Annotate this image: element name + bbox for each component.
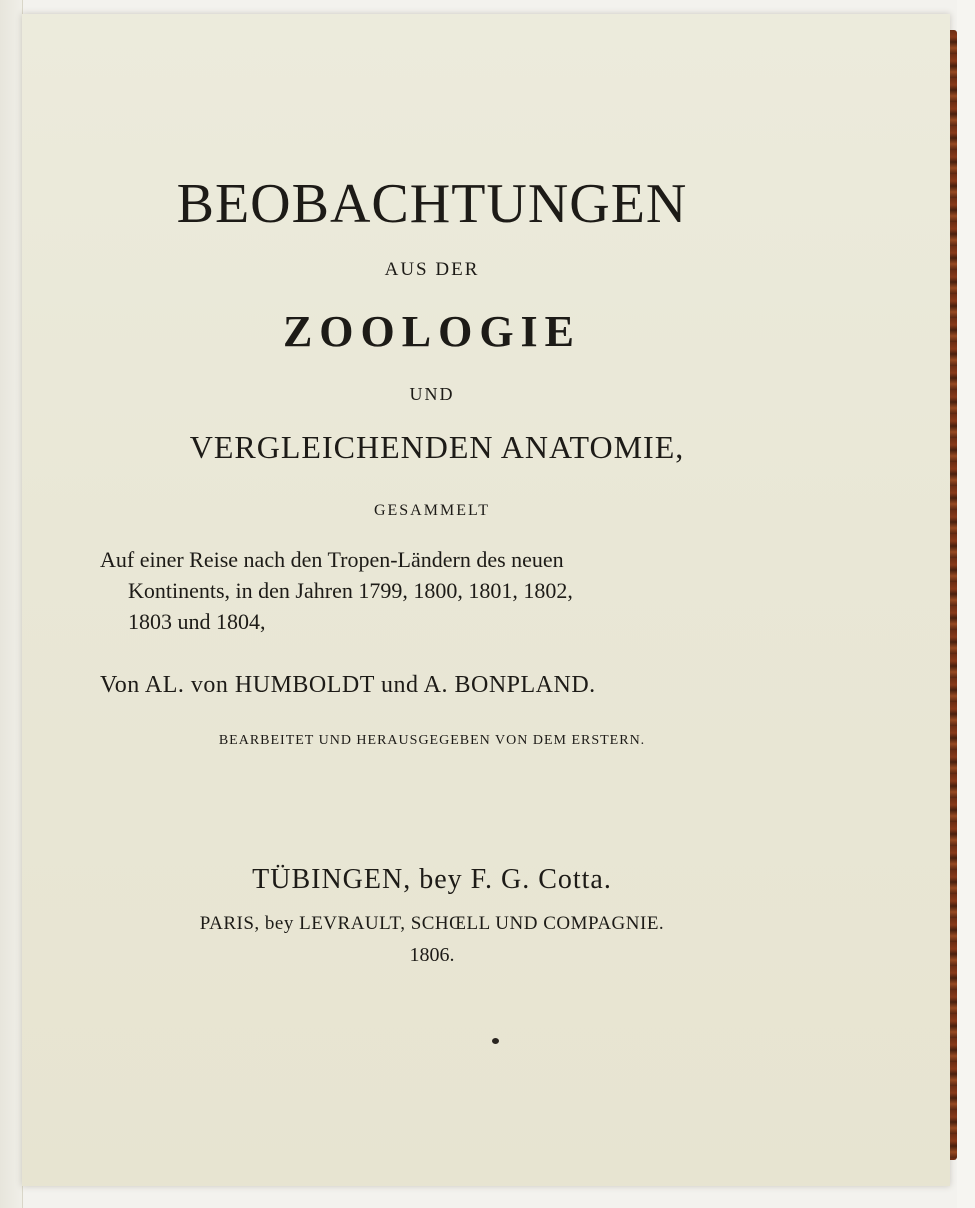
book-title: BEOBACHTUNGEN [176, 173, 688, 235]
description-line-1: Auf einer Reise nach den Tropen-Ländern des neuen [100, 547, 564, 572]
und-text: UND [409, 384, 455, 404]
authors-line: Von AL. von HUMBOLDT und A. BONPLAND. [100, 672, 596, 698]
description-line-3: 1803 und 1804, [128, 609, 266, 634]
editor-note: BEARBEITET UND HERAUSGEGEBEN VON DEM ERSTERN. [218, 733, 646, 748]
title-page [22, 14, 950, 1186]
page-right-margin [957, 0, 975, 1208]
ink-dot [492, 1038, 499, 1044]
imprint-line-2: PARIS, bey LEVRAULT, SCHŒLL UND COMPAGNIE. [199, 913, 665, 934]
imprint-line-1: TÜBINGEN, bey F. G. Cotta. [252, 864, 612, 895]
aus-der-text: AUS DER [384, 259, 480, 280]
description-line-2: Kontinents, in den Jahren 1799, 1800, 1801, 1802, [128, 578, 573, 603]
description-paragraph [100, 544, 740, 637]
imprint-year: 1806. [409, 944, 455, 966]
subject-heading-2: VERGLEICHENDEN ANATOMIE, [189, 429, 685, 465]
gesammelt-text: GESAMMELT [373, 502, 491, 519]
page-left-edge [0, 0, 23, 1208]
subject-heading: ZOOLOGIE [282, 307, 582, 356]
